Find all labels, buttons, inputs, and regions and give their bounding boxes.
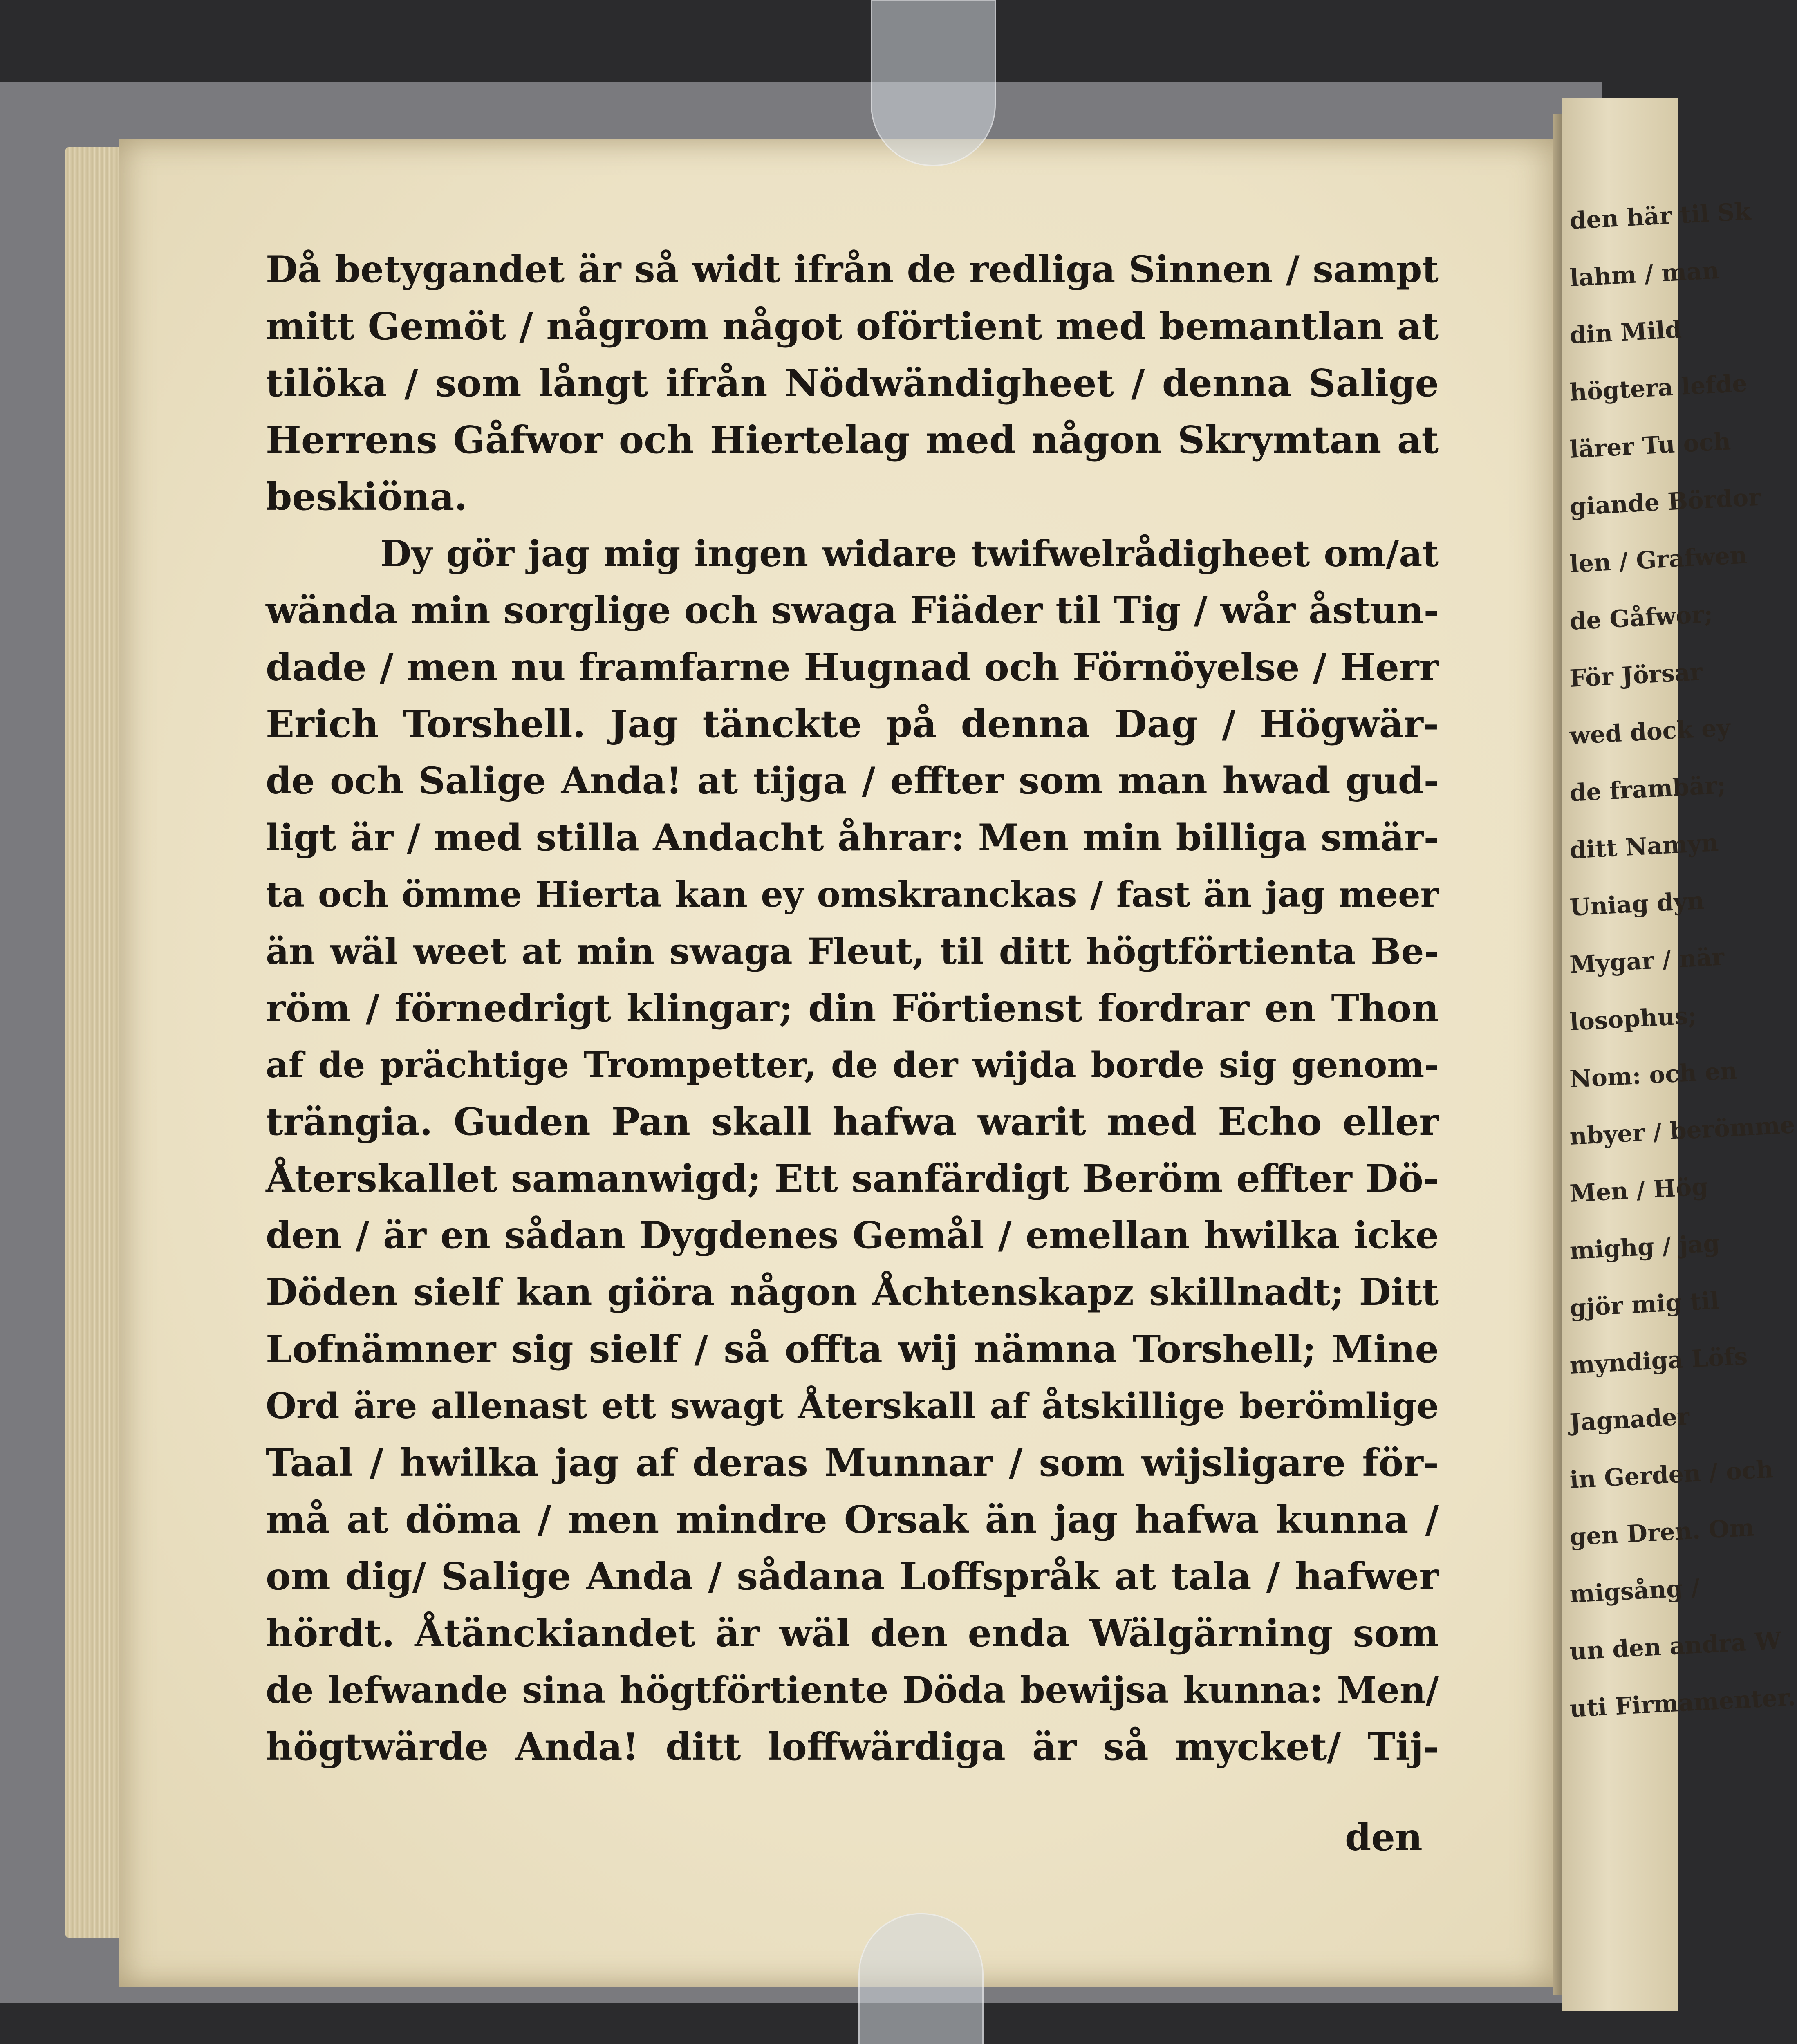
text-line: dade / men nu framfarne Hugnad och Förnöyelse / Herr bbox=[266, 645, 1439, 689]
text-line: Döden sielf kan giöra någon Åchtenskapz skillnadt; Ditt bbox=[266, 1271, 1439, 1314]
text-line: tilöka / som långt ifrån Nödwändigheet / denna Salige bbox=[266, 361, 1439, 405]
facing-text-line: lärer Tu och bbox=[1569, 427, 1732, 464]
text-line: må at döma / men mindre Orsak än jag hafwa kunna / bbox=[266, 1497, 1439, 1542]
text-line: den / är en sådan Dygdenes Gemål / emellan hwilka icke bbox=[266, 1214, 1439, 1257]
facing-text-line: de Gåfwor; bbox=[1569, 600, 1714, 635]
facing-text-line: Nom: och en bbox=[1569, 1056, 1738, 1093]
facing-text-line: För Jörsar bbox=[1569, 658, 1703, 693]
text-line: ta och ömme Hierta kan ey omskranckas / fast än jag meer bbox=[266, 874, 1439, 915]
text-line: Erich Torshell. Jag tänckte på denna Dag / Högwär- bbox=[266, 702, 1439, 746]
text-line: beskiöna. bbox=[266, 475, 468, 519]
text-line: Dy gör jag mig ingen widare twifwelrådigheet om/at bbox=[380, 532, 1439, 575]
facing-text-line: len / Grafwen bbox=[1569, 541, 1748, 578]
text-line: ligt är / med stilla Andacht åhrar: Men min billiga smär- bbox=[266, 816, 1439, 859]
facing-text-line: Men / Hög bbox=[1569, 1172, 1709, 1208]
text-line: röm / förnedrigt klingar; din Förtienst fordrar en Thon bbox=[266, 986, 1439, 1030]
facing-text-line: migsång / bbox=[1569, 1573, 1701, 1608]
page-clip-bottom bbox=[858, 1913, 984, 2044]
text-line: de lefwande sina högtförtiente Döda bewijsa kunna: Men/ bbox=[266, 1669, 1439, 1711]
text-line: mitt Gemöt / någrom något oförtient med bemantlan at bbox=[266, 304, 1439, 348]
text-line: än wäl weet at min swaga Fleut, til ditt högtförtienta Be- bbox=[266, 930, 1439, 973]
facing-text-line: wed dock ey bbox=[1569, 713, 1731, 750]
facing-page-text bbox=[1562, 192, 1796, 1737]
facing-text-line: gjör mig til bbox=[1569, 1286, 1720, 1322]
facing-text-line: mighg / jag bbox=[1569, 1229, 1721, 1265]
text-line: de och Salige Anda! at tijga / effter som man hwad gud- bbox=[266, 759, 1439, 802]
text-line: Återskallet samanwigd; Ett sanfärdigt Beröm effter Dö- bbox=[266, 1156, 1439, 1201]
facing-text-line: un den andra W bbox=[1569, 1626, 1782, 1665]
facing-text-line: losophus; bbox=[1569, 1001, 1698, 1036]
text-line: Herrens Gåfwor och Hiertelag med någon Skrymtan at bbox=[266, 418, 1439, 462]
text-line: högtwärde Anda! ditt loffwärdiga är så mycket/ Tij- bbox=[266, 1725, 1439, 1769]
facing-page bbox=[1562, 98, 1797, 2011]
text-line: wända min sorglige och swaga Fiäder til Tig / wår åstun- bbox=[266, 589, 1439, 632]
text-line: trängia. Guden Pan skall hafwa warit med Echo eller bbox=[266, 1100, 1439, 1144]
facing-text-line: nbyer / berömme bbox=[1569, 1111, 1796, 1150]
text-line: Lofnämner sig sielf / så offta wij nämna Torshell; Mine bbox=[266, 1327, 1439, 1371]
text-line: Taal / hwilka jag af deras Munnar / som wijsligare för- bbox=[266, 1441, 1439, 1485]
page-clip-top bbox=[871, 0, 996, 166]
facing-text-line: myndiga Löfs bbox=[1569, 1342, 1748, 1379]
facing-text-line: Jagnader bbox=[1569, 1402, 1690, 1437]
facing-text-line: de frambär; bbox=[1569, 771, 1727, 807]
facing-text-line: den här til Sk bbox=[1569, 197, 1752, 235]
facing-text-line: Mygar / när bbox=[1569, 943, 1725, 979]
facing-text-line: din Mild bbox=[1569, 315, 1683, 349]
facing-text-line: ditt Namyn bbox=[1569, 828, 1719, 864]
facing-text-line: Uniag dyn bbox=[1569, 886, 1705, 921]
page-text bbox=[266, 241, 1439, 1775]
text-line: Då betygandet är så widt ifrån de redliga Sinnen / sampt bbox=[266, 248, 1439, 291]
facing-text-line: lahm / man bbox=[1569, 256, 1720, 292]
facing-text-line: högtera lefde bbox=[1569, 369, 1748, 406]
text-line: Ord äre allenast ett swagt Återskall af åtskillige berömlige bbox=[266, 1385, 1439, 1427]
catchword: den bbox=[1345, 1815, 1423, 1859]
facing-text-line: in Gerden / och bbox=[1569, 1455, 1774, 1494]
text-line: hördt. Åtänckiandet är wäl den enda Wälgärning som bbox=[266, 1611, 1439, 1655]
facing-text-line: giande Bördor bbox=[1569, 483, 1762, 521]
facing-text-line: gen Dren. Om bbox=[1569, 1513, 1755, 1551]
text-line: om dig/ Salige Anda / sådana Loffspråk at tala / hafwer bbox=[266, 1554, 1439, 1598]
text-line: af de prächtige Trompetter, de der wijda borde sig genom- bbox=[266, 1044, 1439, 1086]
facing-text-line: uti Firmamenter. bbox=[1569, 1683, 1797, 1723]
